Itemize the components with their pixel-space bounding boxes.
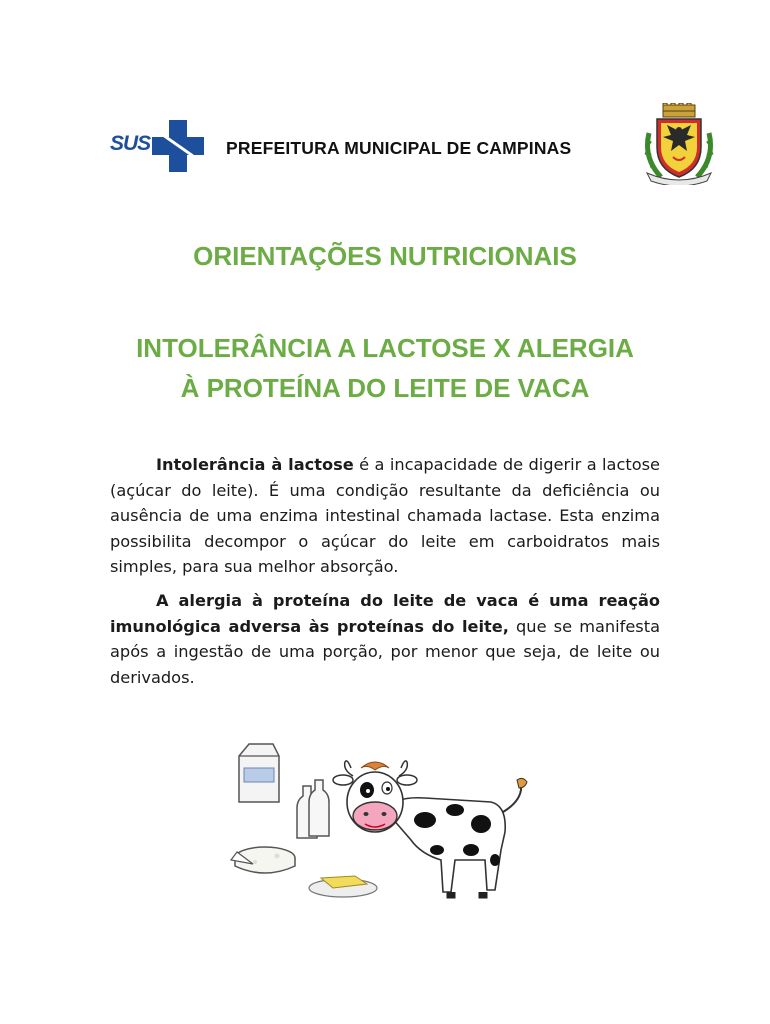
milk-carton-icon: [239, 744, 279, 802]
milk-bottles-icon: [297, 780, 329, 838]
page-header: [0, 100, 770, 190]
subtitle-line-1: INTOLERÂNCIA A LACTOSE X ALERGIA: [136, 333, 634, 363]
paragraph-lactose-intolerance: [110, 452, 660, 580]
main-title: ORIENTAÇÕES NUTRICIONAIS: [193, 241, 577, 271]
sus-cross-icon: [152, 120, 204, 172]
cheese-wheel-icon: [231, 847, 295, 873]
cow-icon: [333, 761, 527, 898]
subtitle: [0, 328, 770, 408]
sus-logo-icon: [110, 120, 210, 172]
paragraph-2-bold: A alergia à proteína do leite de vaca é uma reação imunológica adversa às proteínas do leite,: [110, 591, 660, 636]
paragraph-1-bold: Intolerância à lactose: [156, 455, 354, 474]
coat-of-arms-icon: [641, 103, 717, 185]
institution-name: PREFEITURA MUNICIPAL DE CAMPINAS: [226, 138, 572, 158]
paragraph-milk-allergy: [110, 588, 660, 690]
paragraph-1-text: é a incapacidade de digerir a lactose (açúcar do leite). É uma condição resultante da deficiência ou ausência de uma enzima intestinal chamada lactase. Esta enzima possibilita decompor o açúcar do leite em carboidratos mais simples, para sua melhor absorção.: [110, 455, 660, 576]
butter-plate-icon: [309, 876, 377, 897]
cow-dairy-illustration-icon: [225, 740, 535, 900]
sus-logo-text: SUS: [110, 132, 151, 155]
paragraph-2-text: que se manifesta após a ingestão de uma porção, por menor que seja, de leite ou derivados.: [110, 616, 660, 687]
subtitle-line-2: À PROTEÍNA DO LEITE DE VACA: [180, 373, 590, 403]
